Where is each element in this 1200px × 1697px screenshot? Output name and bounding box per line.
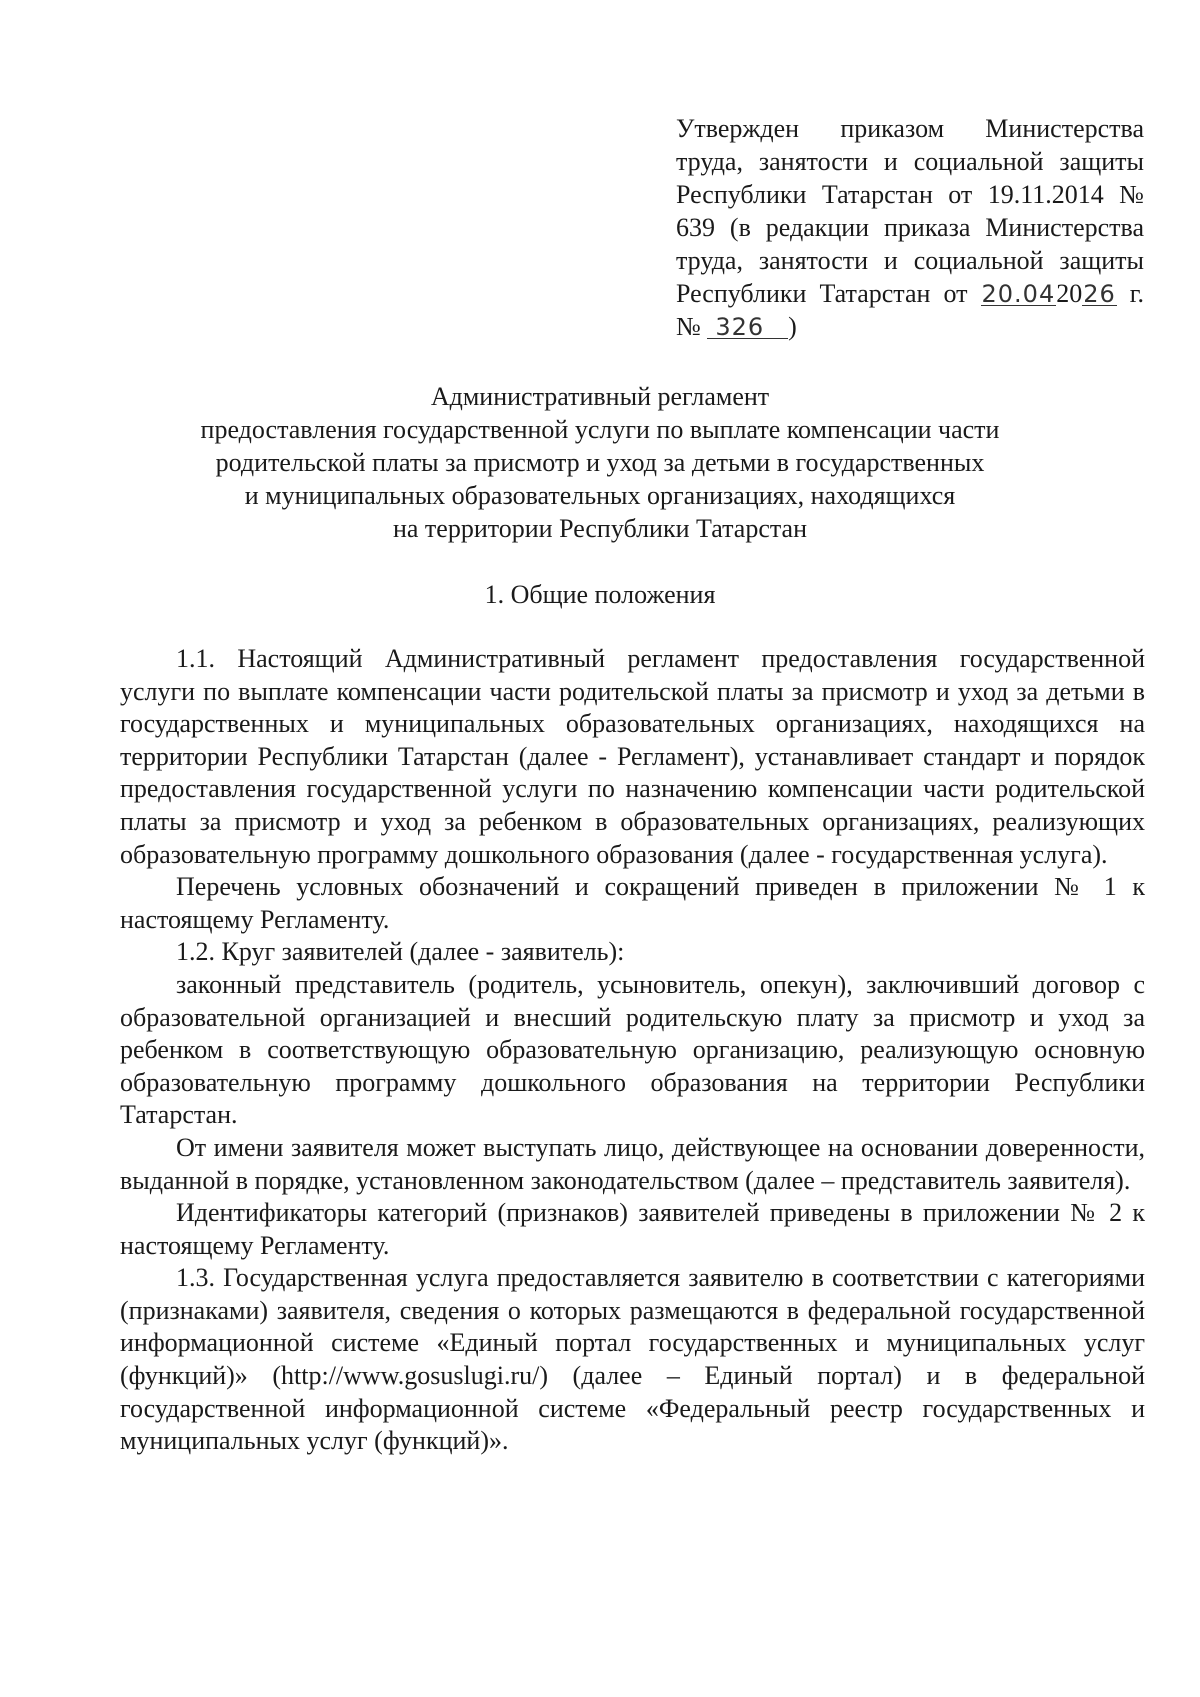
date-year-prefix: 20 xyxy=(1056,279,1083,308)
paragraph-legal-representative: законный представитель (родитель, усыновитель, опекун), заключивший договор с образовательной организацией и внесший родительскую плату за присмотр и уход за ребенком в соответствующую образовательную организацию, реализующую основную образовательную программу дошкольного образования на территории Республики Татарстан. xyxy=(120,969,1145,1130)
approval-line-6-suffix: г. xyxy=(1129,279,1145,308)
title-line-4: и муниципальных образовательных организациях, находящихся xyxy=(244,481,956,510)
handwritten-date-day: 20.04 xyxy=(981,280,1056,308)
title-line-2: предоставления государственной услуги по выплате компенсации части xyxy=(200,415,1000,444)
approval-line-1: Утвержден приказом Министерства xyxy=(676,114,1144,143)
handwritten-order-number: 326 xyxy=(707,316,788,339)
approval-line-2: труда, занятости и социальной защиты xyxy=(676,147,1144,176)
approval-line-4: 639 (в редакции приказа Министерства xyxy=(676,213,1144,242)
approval-line-7 xyxy=(676,310,1144,343)
approval-line-6 xyxy=(676,277,1144,310)
title-line-5: на территории Республики Татарстан xyxy=(392,514,808,543)
approval-stamp-block xyxy=(676,112,1144,343)
title-line-1: Административный регламент xyxy=(430,382,770,411)
approval-line-5: труда, занятости и социальной защиты xyxy=(676,246,1144,275)
section-heading: 1. Общие положения xyxy=(484,580,716,609)
paragraph-1-3: 1.3. Государственная услуга предоставляется заявителю в соответствии с категориями (признаками) заявителя, сведения о которых размещаются в федеральной государственной информационной системе «Единый портал государственных и муниципальных услуг (функций)» (http://www.gosuslugi.ru/) (далее – Единый портал) и в федеральной государственной информационной системе «Федеральный реестр государственных и муниципальных услуг (функций)». xyxy=(120,1263,1145,1456)
approval-line-6-prefix: Республики Татарстан от xyxy=(676,279,968,308)
paragraph-abbreviations: Перечень условных обозначений и сокращений приведен в приложении № 1 к настоящему Регламенту. xyxy=(120,872,1145,934)
handwritten-date-year: 26 xyxy=(1083,280,1116,308)
paragraph-representative: От имени заявителя может выступать лицо, действующее на основании доверенности, выданной в порядке, установленном законодательством (далее – представитель заявителя). xyxy=(120,1132,1145,1195)
number-sign: № xyxy=(676,312,701,341)
document-body xyxy=(120,643,1145,1458)
title-line-3: родительской платы за присмотр и уход за детьми в государственных xyxy=(215,448,985,477)
document-title xyxy=(150,380,1050,545)
approval-line-7-suffix: ) xyxy=(788,312,797,341)
paragraph-1-1: 1.1. Настоящий Административный регламент предоставления государственной услуги по выплате компенсации части родительской платы за присмотр и уход за детьми в государственных и муниципальных образовательных организациях, находящихся на территории Республики Татарстан (далее - Регламент), устанавливает стандарт и порядок предоставления государственной услуги по назначению компенсации части родительской платы за присмотр и уход за ребенком в образовательных организациях, реализующих образовательную программу дошкольного образования (далее - государственная услуга). xyxy=(120,644,1145,869)
approval-line-3: Республики Татарстан от 19.11.2014 № xyxy=(676,180,1144,209)
paragraph-identifiers: Идентификаторы категорий (признаков) заявителей приведены в приложении № 2 к настоящему Регламенту. xyxy=(120,1198,1145,1260)
paragraph-1-2: 1.2. Круг заявителей (далее - заявитель): xyxy=(176,937,625,967)
